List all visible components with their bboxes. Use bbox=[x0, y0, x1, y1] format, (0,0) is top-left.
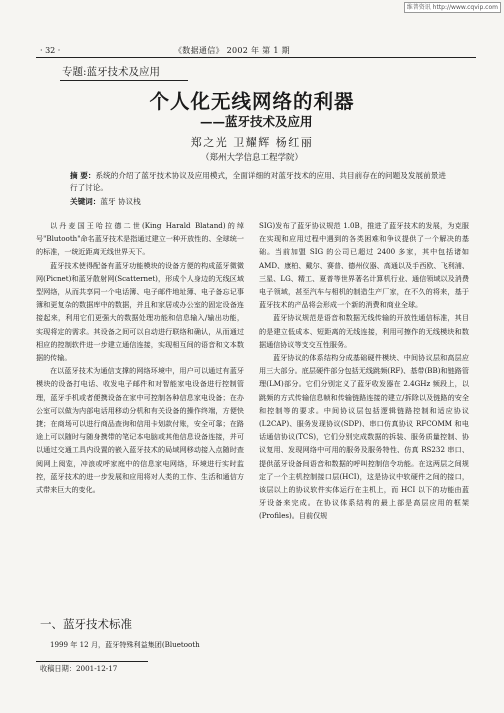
article-title: 个人化无线网络的利器 bbox=[149, 90, 355, 113]
journal-info: 《数据通信》 2002 年 第 1 期 bbox=[174, 46, 290, 55]
section-label-underline bbox=[60, 80, 188, 81]
page-number: · 32 · bbox=[40, 46, 61, 55]
right-column bbox=[259, 219, 469, 523]
abstract-label: 摘 要： bbox=[70, 171, 96, 180]
keywords-text: 蓝牙 协议栈 bbox=[100, 197, 141, 206]
keywords-label: 关键词： bbox=[70, 197, 101, 206]
authors: 郑之光 卫耀辉 杨红丽 bbox=[190, 136, 314, 149]
abstract bbox=[70, 170, 446, 194]
paragraph: 蓝牙技术使得配备有蓝牙功能模块的设备方便的构成蓝牙微微网(Picnet)和蓝牙散射网(Scatternet)，形成个人身边的无线区域型网络，从而共享同一个电话簿、电子邮件地址簿、电子备忘记事簿和更复杂的数据库中的数据，并且和家居或办公室的固定设备连接起来，利用它们更强大的数据处理功能和信息输入/输出功能，实现将定的需求。其设备之间可以自动进行联络和确认，从而通过相应的控制软件进一步建立通信连接，实现相互间的语音和文本数据的传输。 bbox=[36, 260, 244, 363]
watermark-stamp: 维普资讯 http://www.cqvip.com bbox=[404, 2, 501, 13]
article-subtitle: ——蓝牙技术及应用 bbox=[200, 114, 313, 129]
section-heading: 一、蓝牙技术标准 bbox=[40, 617, 132, 631]
paragraph: 以丹麦国王哈拉德二世(King Harald Blatand)的绰号"Blutooth"命名蓝牙技术是指通过建立一种开放性的、全球统一的标准，一统近距离无线世界天下。 bbox=[36, 221, 244, 257]
header-rule bbox=[36, 57, 476, 58]
received-date: 收稿日期：2001-12-17 bbox=[40, 664, 118, 673]
left-column bbox=[36, 219, 244, 496]
paragraph: 蓝牙协议的体系结构分成基础硬件模块、中间协议层和高层应用三大部分。底层硬件部分包括无线跳频(RF)、基带(BB)和链路管理(LM)部分。它们分别定义了蓝牙收发器在 2.4GHz 频段上，以跳频的方式传输信息帧和传输链路连接的建立/拆除以及链路的安全和控制等的要求。中间协议层包括逻辑链路控制和适应协议(L2CAP)、服务发现协议(SDP)、串口仿真协议 RFCOMM 和电话通信协议(TCS)，它们分别完成数据的拆装、服务质量控制、协议复用、发现网络中可用的服务及服务特性、仿真 RS232 串口、提供蓝牙设备间语音和数据的呼叫控制信令功能。在这两层之间规定了一个主机控制接口层(HCI)，这是协议中软硬件之间的接口，该层以上的协议软件实体运行在主机上，而 HCI 以下的功能由蓝牙设备来完成。在协议体系结构的最上部是高层应用的框架(Profiles)。目前仅规 bbox=[259, 353, 469, 521]
abstract-text: 系统的介绍了蓝牙技术协议及应用模式，全面详细的对蓝牙技术的应用、共目前存在的问题及发展前景进行了讨论。 bbox=[70, 171, 446, 192]
keywords bbox=[70, 196, 141, 207]
paragraph: 蓝牙协议规范是语音和数据无线传输的开放性通信标准，其目的是建立低成本、短距离的无线连接，利用可擦作的无线模块和数据通信协议等支交互性服务。 bbox=[259, 313, 469, 349]
paragraph: SIG)发布了蓝牙协议规范 1.0B，推进了蓝牙技术的发展，为克服在实现和应用过程中遇到的各类困难和争议提供了一个解决的基础。当前加盟 SIG 的公司已超过 2400 多家，其中包括诸如 AMD、康柏、戴尔、赛普、德州仪器、高通以及手西欧、飞利浦、三星、LG、精工、夏普等世界著名计算机行业、通信领域以及消费电子领域，甚至汽车与相机的制造生产厂家，在不久的将来，基于蓝牙技术的产品将会形成一个新的消费和商业全球。 bbox=[259, 221, 469, 310]
section-label: 专题:蓝牙技术及应用 bbox=[62, 66, 161, 78]
paragraph: 在以蓝牙技术为通信支撑的网络环境中，用户可以通过有蓝牙模块的设备打电话、收发电子邮件和对智能家电设备进行控制管理，蓝牙手机或者便携设备在家中可控制各种信息家电设备；在办公室可以做为内部电话用移动分机和有关设备的操作终端，方便快捷；在商场可以进行商品查询和信用卡划款付账，安全可靠；在路途上可以随时与随身携带的笔记本电脑或其他信息设备连接，并可以通过交通工具内设置的嵌入蓝牙技术的局域网移动接入点随时查阅网上阅览，冲浪或呼家庭中的信息家电网络，环境进行实时监控，蓝牙技术的进一步发展和应用将对人类的工作、生活和通信方式带来巨大的变化。 bbox=[36, 366, 244, 495]
footnote-rule bbox=[36, 661, 148, 662]
affiliation: （郑州大学信息工程学院） bbox=[200, 153, 303, 163]
section-paragraph: 1999 年 12 月，蓝牙特殊利益集团(Bluetooth bbox=[50, 640, 200, 649]
